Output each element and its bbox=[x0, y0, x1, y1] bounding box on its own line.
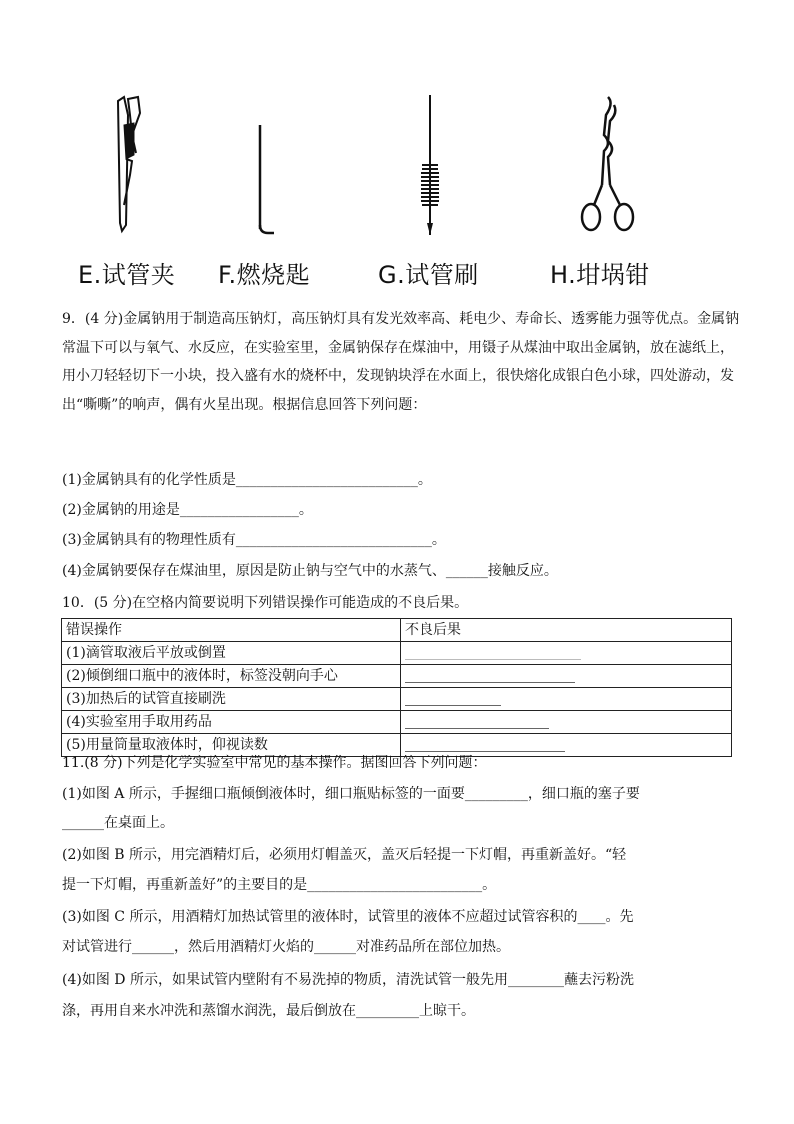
answer-blank[interactable] bbox=[401, 642, 732, 665]
q9-sub1: (1)金属钠具有的化学性质是__________________________。 bbox=[62, 472, 432, 488]
header-consequence: 不良后果 bbox=[401, 619, 732, 642]
consequence-table bbox=[61, 618, 732, 757]
crucible-tongs-icon bbox=[578, 95, 638, 235]
caption-g: G.试管刷 bbox=[378, 261, 479, 289]
row-operation: (2)倾倒细口瓶中的液体时，标签没朝向手心 bbox=[62, 665, 401, 688]
row-operation: (4)实验室用手取用药品 bbox=[62, 711, 401, 734]
table-row bbox=[62, 688, 732, 711]
q11-sub3b: 对试管进行______，然后用酒精灯火焰的______对准药品所在部位加热。 bbox=[62, 939, 510, 955]
q11-sub1a: (1)如图 A 所示，手握细口瓶倾倒液体时，细口瓶贴标签的一面要_________，细口瓶的塞子要 bbox=[62, 786, 640, 802]
q11-sub1b: ______在桌面上。 bbox=[62, 815, 174, 831]
table-row bbox=[62, 711, 732, 734]
combustion-spoon-icon bbox=[248, 95, 278, 235]
q9-sub2: (2)金属钠的用途是_________________。 bbox=[62, 502, 313, 518]
table-row bbox=[62, 642, 732, 665]
q11-sub2a: (2)如图 B 所示，用完酒精灯后，必须用灯帽盖灭，盖灭后轻提一下灯帽，再重新盖好。“轻 bbox=[62, 847, 627, 863]
answer-blank[interactable] bbox=[401, 711, 732, 734]
q11-stem: 11.(8 分)下列是化学实验室中常见的基本操作。据图回答下列问题： bbox=[62, 755, 487, 771]
caption-e: E.试管夹 bbox=[78, 261, 176, 289]
header-error-operation: 错误操作 bbox=[62, 619, 401, 642]
caption-h: H.坩埚钳 bbox=[550, 261, 650, 289]
q11-sub4b: 涤，再用自来水冲洗和蒸馏水润洗，最后倒放在_________上晾干。 bbox=[62, 1003, 475, 1019]
answer-blank[interactable] bbox=[401, 665, 732, 688]
test-tube-brush-icon bbox=[415, 95, 445, 235]
q10-stem: 10．(5 分)在空格内简要说明下列错误操作可能造成的不良后果。 bbox=[62, 595, 469, 611]
q11-sub4a: (4)如图 D 所示，如果试管内壁附有不易洗掉的物质，清洗试管一般先用________蘸去污粉洗 bbox=[62, 972, 634, 988]
test-tube-clamp-icon bbox=[110, 95, 150, 235]
q9-sub4: (4)金属钠要保存在煤油里，原因是防止钠与空气中的水蒸气、______接触反应。 bbox=[62, 563, 558, 579]
answer-blank[interactable] bbox=[401, 688, 732, 711]
table-row bbox=[62, 665, 732, 688]
q11-sub2b: 提一下灯帽，再重新盖好”的主要目的是_________________________。 bbox=[62, 877, 497, 893]
table-header-row bbox=[62, 619, 732, 642]
row-operation: (1)滴管取液后平放或倒置 bbox=[62, 642, 401, 665]
row-operation: (5)用量筒量取液体时，仰视读数 bbox=[62, 734, 401, 757]
q11-sub3a: (3)如图 C 所示，用酒精灯加热试管里的液体时，试管里的液体不应超过试管容积的____。先 bbox=[62, 909, 634, 925]
q9-stem: 9．(4 分)金属钠用于制造高压钠灯，高压钠灯具有发光效率高、耗电少、寿命长、透雾能力强等优点。金属钠常温下可以与氧气、水反应，在实验室里，金属钠保存在煤油中，用镊子从煤油中取出金属钠，放在滤纸上，用小刀轻轻切下一小块，投入盛有水的烧杯中，发现钠块浮在水面上，很快熔化成银白色小球，四处游动，发出“嘶嘶”的响声，偶有火星出现。根据信息回答下列问题： bbox=[62, 311, 740, 413]
caption-f: F.燃烧匙 bbox=[218, 261, 311, 289]
q9-sub3: (3)金属钠具有的物理性质有____________________________。 bbox=[62, 532, 446, 548]
row-operation: (3)加热后的试管直接刷洗 bbox=[62, 688, 401, 711]
